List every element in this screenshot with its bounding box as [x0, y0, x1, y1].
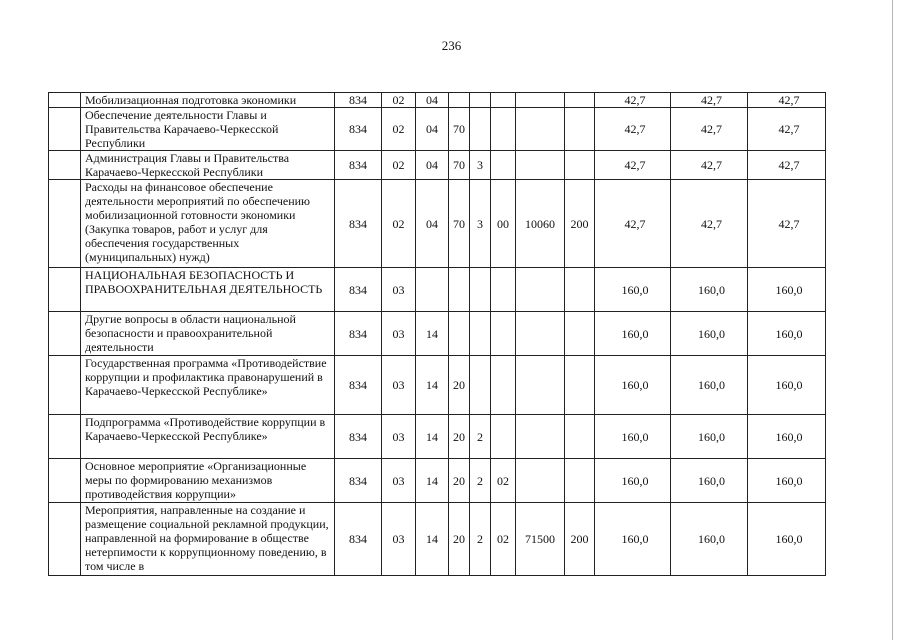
- amount-year-1: 160,0: [595, 268, 671, 312]
- amount-year-1: 42,7: [595, 93, 671, 108]
- code-event: [491, 356, 516, 415]
- code-admin: 834: [335, 180, 382, 268]
- code-section: 02: [382, 108, 416, 151]
- code-subsection: 14: [416, 503, 449, 576]
- amount-year-2: 42,7: [671, 151, 748, 180]
- row-name: Государственная программа «Противодействие коррупции и профилактика правонарушений в Карачаево-Черкесской Республике»: [81, 356, 335, 415]
- code-expense-type: [565, 356, 595, 415]
- budget-table: [48, 92, 826, 576]
- code-expense-type: 200: [565, 180, 595, 268]
- amount-year-1: 160,0: [595, 459, 671, 503]
- row-margin-cell: [49, 180, 81, 268]
- code-subsection: 14: [416, 459, 449, 503]
- amount-year-3: 42,7: [748, 151, 826, 180]
- code-subsection: [416, 268, 449, 312]
- row-name: Основное мероприятие «Организационные меры по формированию механизмов противодействия коррупции»: [81, 459, 335, 503]
- code-admin: 834: [335, 93, 382, 108]
- code-direction: [516, 93, 565, 108]
- code-section: 03: [382, 459, 416, 503]
- row-margin-cell: [49, 356, 81, 415]
- code-subprogram: [470, 93, 491, 108]
- code-event: 02: [491, 459, 516, 503]
- amount-year-3: 160,0: [748, 459, 826, 503]
- amount-year-2: 42,7: [671, 180, 748, 268]
- amount-year-1: 160,0: [595, 503, 671, 576]
- code-subsection: 14: [416, 415, 449, 459]
- row-name: Мероприятия, направленные на создание и размещение социальной рекламной продукции, направленной на формирование в обществе нетерпимости к коррупционному поведению, в том числе в: [81, 503, 335, 576]
- code-subprogram: 3: [470, 151, 491, 180]
- amount-year-2: 42,7: [671, 93, 748, 108]
- row-margin-cell: [49, 503, 81, 576]
- code-expense-type: [565, 312, 595, 356]
- amount-year-3: 42,7: [748, 93, 826, 108]
- code-program: 70: [449, 180, 470, 268]
- table-row: [49, 459, 826, 503]
- code-event: [491, 415, 516, 459]
- amount-year-1: 160,0: [595, 415, 671, 459]
- code-subprogram: 2: [470, 415, 491, 459]
- amount-year-1: 160,0: [595, 312, 671, 356]
- code-event: [491, 151, 516, 180]
- code-subsection: 04: [416, 151, 449, 180]
- code-admin: 834: [335, 356, 382, 415]
- code-admin: 834: [335, 415, 382, 459]
- amount-year-3: 160,0: [748, 503, 826, 576]
- code-program: [449, 268, 470, 312]
- amount-year-2: 160,0: [671, 312, 748, 356]
- code-expense-type: [565, 268, 595, 312]
- page-number: 236: [441, 38, 462, 53]
- code-direction: [516, 151, 565, 180]
- code-subsection: 04: [416, 108, 449, 151]
- amount-year-3: 160,0: [748, 312, 826, 356]
- code-event: [491, 312, 516, 356]
- row-name: Расходы на финансовое обеспечение деятельности мероприятий по обеспечению мобилизационной готовности экономики (Закупка товаров, работ и услуг для обеспечения государственных (муниципальных) нужд): [81, 180, 335, 268]
- code-program: [449, 93, 470, 108]
- amount-year-1: 42,7: [595, 108, 671, 151]
- code-direction: [516, 312, 565, 356]
- code-section: 02: [382, 180, 416, 268]
- code-direction: [516, 268, 565, 312]
- code-admin: 834: [335, 503, 382, 576]
- code-direction: 71500: [516, 503, 565, 576]
- code-admin: 834: [335, 108, 382, 151]
- amount-year-2: 42,7: [671, 108, 748, 151]
- code-event: 02: [491, 503, 516, 576]
- code-section: 03: [382, 356, 416, 415]
- code-program: 70: [449, 108, 470, 151]
- table-row: [49, 268, 826, 312]
- code-subprogram: [470, 108, 491, 151]
- row-name: Подпрограмма «Противодействие коррупции в Карачаево-Черкесской Республике»: [81, 415, 335, 459]
- row-margin-cell: [49, 459, 81, 503]
- table-body: [49, 93, 826, 576]
- amount-year-2: 160,0: [671, 415, 748, 459]
- amount-year-3: 42,7: [748, 108, 826, 151]
- code-program: [449, 312, 470, 356]
- amount-year-2: 160,0: [671, 503, 748, 576]
- code-program: 70: [449, 151, 470, 180]
- amount-year-1: 42,7: [595, 180, 671, 268]
- row-margin-cell: [49, 415, 81, 459]
- code-event: [491, 93, 516, 108]
- amount-year-3: 160,0: [748, 268, 826, 312]
- code-subprogram: 3: [470, 180, 491, 268]
- code-section: 03: [382, 268, 416, 312]
- code-program: 20: [449, 459, 470, 503]
- code-direction: [516, 459, 565, 503]
- code-subprogram: [470, 356, 491, 415]
- table-row: [49, 108, 826, 151]
- row-name: Администрация Главы и Правительства Карачаево-Черкесской Республики: [81, 151, 335, 180]
- code-expense-type: [565, 108, 595, 151]
- code-admin: 834: [335, 268, 382, 312]
- amount-year-2: 160,0: [671, 268, 748, 312]
- page-edge-line: [892, 0, 893, 640]
- row-margin-cell: [49, 151, 81, 180]
- code-section: 03: [382, 503, 416, 576]
- code-expense-type: [565, 415, 595, 459]
- row-name: Мобилизационная подготовка экономики: [81, 93, 335, 108]
- table-row: [49, 151, 826, 180]
- row-name: НАЦИОНАЛЬНАЯ БЕЗОПАСНОСТЬ И ПРАВООХРАНИТЕЛЬНАЯ ДЕЯТЕЛЬНОСТЬ: [81, 268, 335, 312]
- table-row: [49, 356, 826, 415]
- code-program: 20: [449, 356, 470, 415]
- code-subprogram: 2: [470, 459, 491, 503]
- amount-year-3: 160,0: [748, 415, 826, 459]
- row-margin-cell: [49, 268, 81, 312]
- code-direction: 10060: [516, 180, 565, 268]
- code-section: 02: [382, 93, 416, 108]
- code-subprogram: 2: [470, 503, 491, 576]
- code-subprogram: [470, 312, 491, 356]
- table-row: [49, 180, 826, 268]
- row-name: Другие вопросы в области национальной безопасности и правоохранительной деятельности: [81, 312, 335, 356]
- code-program: 20: [449, 503, 470, 576]
- table-row: [49, 503, 826, 576]
- row-margin-cell: [49, 93, 81, 108]
- code-subsection: 14: [416, 356, 449, 415]
- code-expense-type: [565, 93, 595, 108]
- amount-year-2: 160,0: [671, 459, 748, 503]
- code-subprogram: [470, 268, 491, 312]
- code-event: [491, 268, 516, 312]
- code-expense-type: [565, 151, 595, 180]
- code-admin: 834: [335, 151, 382, 180]
- code-event: [491, 108, 516, 151]
- amount-year-2: 160,0: [671, 356, 748, 415]
- row-margin-cell: [49, 108, 81, 151]
- code-admin: 834: [335, 312, 382, 356]
- code-direction: [516, 356, 565, 415]
- amount-year-1: 42,7: [595, 151, 671, 180]
- code-program: 20: [449, 415, 470, 459]
- code-expense-type: [565, 459, 595, 503]
- code-expense-type: 200: [565, 503, 595, 576]
- table-row: [49, 312, 826, 356]
- code-section: 03: [382, 415, 416, 459]
- amount-year-1: 160,0: [595, 356, 671, 415]
- amount-year-3: 160,0: [748, 356, 826, 415]
- code-subsection: 14: [416, 312, 449, 356]
- code-direction: [516, 108, 565, 151]
- code-subsection: 04: [416, 93, 449, 108]
- table-row: [49, 93, 826, 108]
- code-section: 03: [382, 312, 416, 356]
- row-margin-cell: [49, 312, 81, 356]
- code-admin: 834: [335, 459, 382, 503]
- table-row: [49, 415, 826, 459]
- code-subsection: 04: [416, 180, 449, 268]
- code-section: 02: [382, 151, 416, 180]
- row-name: Обеспечение деятельности Главы и Правительства Карачаево-Черкесской Республики: [81, 108, 335, 151]
- code-event: 00: [491, 180, 516, 268]
- amount-year-3: 42,7: [748, 180, 826, 268]
- code-direction: [516, 415, 565, 459]
